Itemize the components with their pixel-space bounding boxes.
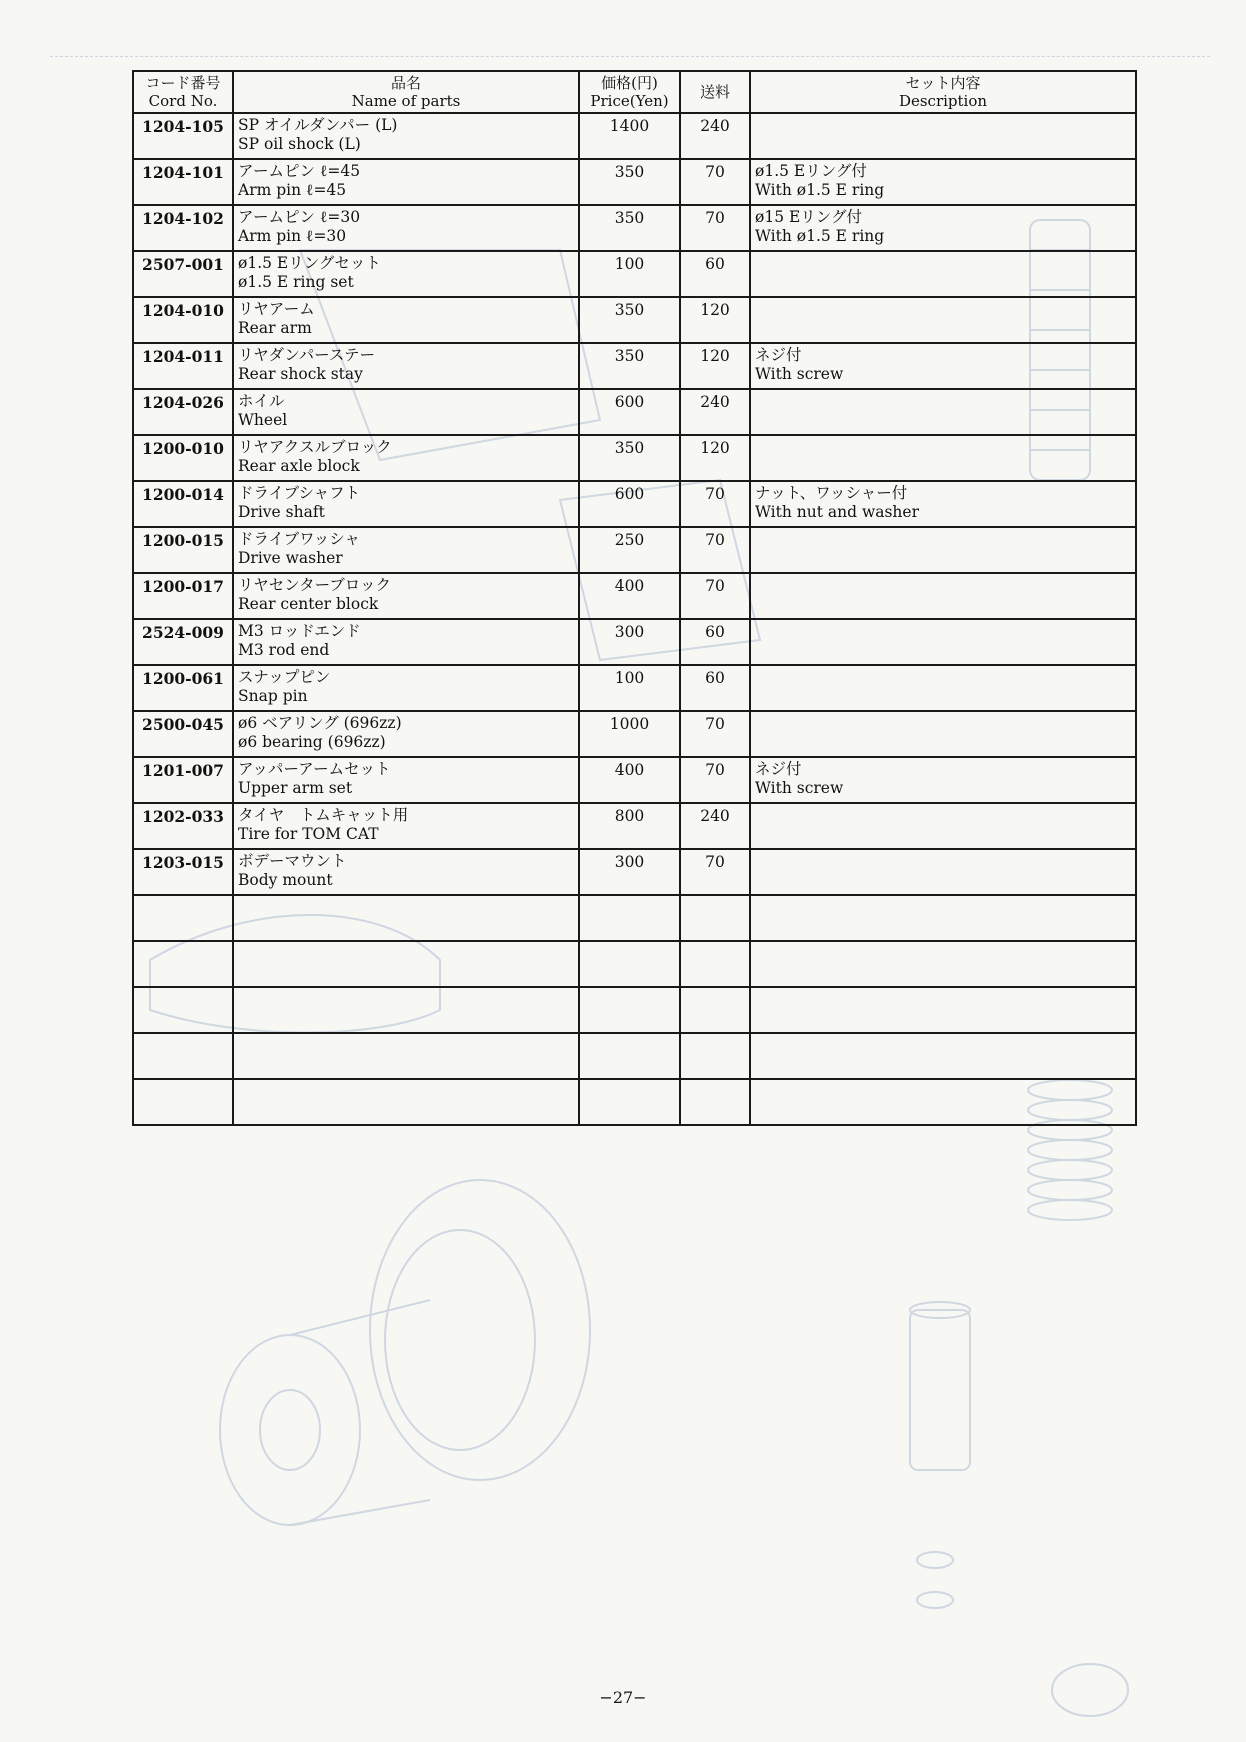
part-shipping: 240 <box>700 393 730 411</box>
part-price: 400 <box>614 761 645 779</box>
part-desc-ja: ネジ付 <box>755 346 802 364</box>
part-price: 400 <box>614 577 645 595</box>
part-code: 1204-102 <box>142 209 224 228</box>
cell-description <box>750 435 1136 481</box>
part-price: 350 <box>614 301 645 319</box>
cell-price <box>579 849 680 895</box>
part-desc-ja: ø15 Eリング付 <box>755 208 862 226</box>
part-code: 1200-015 <box>142 531 224 550</box>
cell-price <box>579 573 680 619</box>
cell-shipping <box>680 113 750 159</box>
cell-shipping <box>680 849 750 895</box>
table-row <box>133 573 1136 619</box>
part-desc-en: With ø1.5 E ring <box>755 181 885 199</box>
table-row <box>133 895 1136 941</box>
cell-name <box>233 527 579 573</box>
cell-shipping <box>680 343 750 389</box>
part-price: 100 <box>614 255 645 273</box>
cell-shipping <box>680 573 750 619</box>
part-code: 1202-033 <box>142 807 224 826</box>
cell-price <box>579 205 680 251</box>
part-code: 1204-010 <box>142 301 224 320</box>
part-price: 800 <box>614 807 645 825</box>
header-price <box>579 71 680 113</box>
table-row <box>133 1079 1136 1125</box>
part-name-en: Drive shaft <box>238 503 325 521</box>
header-description <box>750 71 1136 113</box>
cell-code <box>133 113 233 159</box>
part-price: 250 <box>614 531 645 549</box>
cell-code <box>133 297 233 343</box>
part-price: 300 <box>614 853 645 871</box>
part-price: 350 <box>614 347 645 365</box>
cell-price <box>579 527 680 573</box>
cell-price <box>579 1079 680 1125</box>
table-row <box>133 343 1136 389</box>
table-row <box>133 619 1136 665</box>
cell-shipping <box>680 1079 750 1125</box>
cell-shipping <box>680 619 750 665</box>
part-name-en: ø1.5 E ring set <box>238 273 354 291</box>
cell-description <box>750 849 1136 895</box>
cell-name <box>233 573 579 619</box>
table-row <box>133 251 1136 297</box>
part-price: 600 <box>614 485 645 503</box>
cell-code <box>133 941 233 987</box>
part-shipping: 60 <box>705 255 725 273</box>
cell-name <box>233 803 579 849</box>
part-name-en: Rear shock stay <box>238 365 363 383</box>
table-row <box>133 435 1136 481</box>
header-shipping-ja: 送料 <box>699 83 730 101</box>
table-row <box>133 803 1136 849</box>
part-name-en: SP oil shock (L) <box>238 135 361 153</box>
cell-shipping <box>680 159 750 205</box>
cell-code <box>133 619 233 665</box>
cell-code <box>133 205 233 251</box>
part-code: 1200-014 <box>142 485 224 504</box>
cell-description <box>750 389 1136 435</box>
cell-description <box>750 803 1136 849</box>
cell-name <box>233 251 579 297</box>
cell-name <box>233 435 579 481</box>
cell-price <box>579 389 680 435</box>
part-price: 300 <box>614 623 645 641</box>
cell-price <box>579 757 680 803</box>
part-shipping: 70 <box>705 715 725 733</box>
part-price: 1000 <box>609 715 650 733</box>
part-shipping: 70 <box>705 761 725 779</box>
header-shipping <box>680 71 750 113</box>
part-price: 100 <box>614 669 645 687</box>
part-name-ja: リヤセンターブロック <box>238 576 391 594</box>
part-code: 2507-001 <box>142 255 224 274</box>
part-code: 2500-045 <box>142 715 224 734</box>
cell-price <box>579 987 680 1033</box>
cell-price <box>579 159 680 205</box>
part-name-en: Body mount <box>238 871 333 889</box>
cell-name <box>233 1079 579 1125</box>
cell-code <box>133 435 233 481</box>
header-code-ja: コード番号 <box>145 74 221 92</box>
cell-code <box>133 527 233 573</box>
cell-code <box>133 481 233 527</box>
cell-description <box>750 297 1136 343</box>
cell-shipping <box>680 711 750 757</box>
cell-price <box>579 297 680 343</box>
header-desc-en: Description <box>898 92 988 110</box>
cell-price <box>579 941 680 987</box>
table-row <box>133 389 1136 435</box>
cell-shipping <box>680 481 750 527</box>
cell-description <box>750 757 1136 803</box>
part-shipping: 70 <box>705 577 725 595</box>
cell-code <box>133 849 233 895</box>
part-code: 1201-007 <box>142 761 224 780</box>
header-name-ja: 品名 <box>390 74 421 92</box>
cell-name <box>233 895 579 941</box>
header-code-en: Cord No. <box>148 92 218 110</box>
header-price-en: Price(Yen) <box>590 92 669 110</box>
part-shipping: 70 <box>705 209 725 227</box>
cell-code <box>133 665 233 711</box>
cell-name <box>233 849 579 895</box>
cell-code <box>133 803 233 849</box>
part-name-ja: アームピン ℓ=45 <box>238 162 361 180</box>
part-name-en: Upper arm set <box>238 779 353 797</box>
cell-name <box>233 205 579 251</box>
part-code: 1204-105 <box>142 117 224 136</box>
part-name-ja: タイヤ トムキャット用 <box>238 806 409 824</box>
cell-name <box>233 1033 579 1079</box>
cell-name <box>233 481 579 527</box>
part-name-ja: リヤアーム <box>238 300 315 318</box>
part-name-en: M3 rod end <box>238 641 330 659</box>
part-code: 1200-010 <box>142 439 224 458</box>
cell-code <box>133 987 233 1033</box>
cell-name <box>233 343 579 389</box>
part-name-ja: ドライブシャフト <box>238 484 361 502</box>
header-desc-ja: セット内容 <box>905 74 981 92</box>
cell-description <box>750 481 1136 527</box>
part-name-ja: ドライブワッシャ <box>238 530 360 548</box>
cell-description <box>750 619 1136 665</box>
table-row <box>133 159 1136 205</box>
table-row <box>133 113 1136 159</box>
part-name-ja: アームピン ℓ=30 <box>238 208 361 226</box>
part-price: 1400 <box>609 117 650 135</box>
wheel-drawing <box>220 1300 430 1525</box>
table-row <box>133 941 1136 987</box>
table-row <box>133 1033 1136 1079</box>
table-row <box>133 481 1136 527</box>
part-code: 1204-011 <box>142 347 224 366</box>
cell-shipping <box>680 895 750 941</box>
cell-name <box>233 941 579 987</box>
part-name-en: Drive washer <box>238 549 343 567</box>
cell-shipping <box>680 757 750 803</box>
part-shipping: 120 <box>700 301 730 319</box>
cell-description <box>750 941 1136 987</box>
cell-code <box>133 1033 233 1079</box>
part-shipping: 70 <box>705 485 725 503</box>
table-row <box>133 711 1136 757</box>
cell-name <box>233 619 579 665</box>
cell-code <box>133 895 233 941</box>
table-body <box>133 113 1136 1125</box>
cell-shipping <box>680 297 750 343</box>
part-name-en: Arm pin ℓ=45 <box>238 181 347 199</box>
part-name-ja: リヤアクスルブロック <box>238 438 392 456</box>
part-desc-ja: ø1.5 Eリング付 <box>755 162 867 180</box>
part-name-en: Tire for TOM CAT <box>238 825 379 843</box>
cell-shipping <box>680 665 750 711</box>
part-desc-en: With ø1.5 E ring <box>755 227 885 245</box>
cell-shipping <box>680 205 750 251</box>
cell-price <box>579 481 680 527</box>
cell-description <box>750 895 1136 941</box>
cell-shipping <box>680 987 750 1033</box>
cell-price <box>579 1033 680 1079</box>
cell-name <box>233 389 579 435</box>
cell-code <box>133 343 233 389</box>
cell-shipping <box>680 941 750 987</box>
cell-price <box>579 895 680 941</box>
cell-description <box>750 573 1136 619</box>
part-code: 1203-015 <box>142 853 224 872</box>
table-row <box>133 987 1136 1033</box>
part-name-en: Arm pin ℓ=30 <box>238 227 347 245</box>
part-shipping: 70 <box>705 853 725 871</box>
part-shipping: 70 <box>705 531 725 549</box>
cell-description <box>750 527 1136 573</box>
part-code: 2524-009 <box>142 623 224 642</box>
part-shipping: 70 <box>705 163 725 181</box>
part-name-ja: アッパーアームセット <box>238 760 391 778</box>
part-desc-en: With screw <box>755 779 844 797</box>
cell-price <box>579 803 680 849</box>
cell-price <box>579 665 680 711</box>
cell-description <box>750 159 1136 205</box>
tire-drawing <box>370 1180 590 1480</box>
part-code: 1204-026 <box>142 393 224 412</box>
cell-shipping <box>680 435 750 481</box>
part-price: 600 <box>614 393 645 411</box>
part-name-ja: ø1.5 Eリングセット <box>238 254 381 272</box>
cell-description <box>750 113 1136 159</box>
part-name-ja: ボデーマウント <box>238 852 347 870</box>
part-desc-ja: ナット、ワッシャー付 <box>755 484 908 502</box>
table-row <box>133 527 1136 573</box>
part-name-en: Rear arm <box>238 319 312 337</box>
part-shipping: 60 <box>705 623 725 641</box>
cell-price <box>579 711 680 757</box>
cell-name <box>233 711 579 757</box>
cell-code <box>133 1079 233 1125</box>
table-header <box>133 71 1136 113</box>
part-shipping: 120 <box>700 439 730 457</box>
part-name-en: Snap pin <box>238 687 308 705</box>
part-shipping: 240 <box>700 117 730 135</box>
header-name-en: Name of parts <box>351 92 461 110</box>
part-name-ja: スナップピン <box>238 668 331 686</box>
cell-name <box>233 159 579 205</box>
part-code: 1204-101 <box>142 163 224 182</box>
cell-name <box>233 113 579 159</box>
cell-price <box>579 435 680 481</box>
cell-name <box>233 987 579 1033</box>
part-desc-ja: ネジ付 <box>755 760 802 778</box>
shock-body-drawing <box>910 1302 1128 1716</box>
header-code <box>133 71 233 113</box>
cell-shipping <box>680 527 750 573</box>
cell-description <box>750 665 1136 711</box>
table-row <box>133 849 1136 895</box>
page-number: −27− <box>599 1688 647 1707</box>
cell-description <box>750 343 1136 389</box>
cell-description <box>750 251 1136 297</box>
part-name-ja: ø6 ベアリング (696zz) <box>238 714 402 732</box>
part-shipping: 240 <box>700 807 730 825</box>
parts-price-table <box>132 70 1137 1126</box>
header-price-ja: 価格(円) <box>601 74 658 92</box>
cell-shipping <box>680 803 750 849</box>
cell-shipping <box>680 1033 750 1079</box>
cell-code <box>133 251 233 297</box>
cell-name <box>233 297 579 343</box>
cell-description <box>750 987 1136 1033</box>
header-name <box>233 71 579 113</box>
part-name-ja: SP オイルダンパー (L) <box>238 116 398 134</box>
cell-price <box>579 113 680 159</box>
part-name-ja: リヤダンパーステー <box>238 346 376 364</box>
part-name-ja: ホイル <box>238 392 285 410</box>
cell-description <box>750 711 1136 757</box>
part-desc-en: With nut and washer <box>755 503 919 521</box>
part-name-en: ø6 bearing (696zz) <box>238 733 386 751</box>
table-row <box>133 665 1136 711</box>
part-name-en: Wheel <box>238 411 288 429</box>
part-price: 350 <box>614 439 645 457</box>
part-price: 350 <box>614 163 645 181</box>
cell-description <box>750 1033 1136 1079</box>
cell-price <box>579 251 680 297</box>
part-shipping: 120 <box>700 347 730 365</box>
part-price: 350 <box>614 209 645 227</box>
cell-price <box>579 343 680 389</box>
cell-shipping <box>680 251 750 297</box>
cell-code <box>133 573 233 619</box>
cell-shipping <box>680 389 750 435</box>
part-desc-en: With screw <box>755 365 844 383</box>
cell-code <box>133 159 233 205</box>
part-shipping: 60 <box>705 669 725 687</box>
table-row <box>133 757 1136 803</box>
cell-description <box>750 1079 1136 1125</box>
cell-price <box>579 619 680 665</box>
cell-code <box>133 757 233 803</box>
table-row <box>133 205 1136 251</box>
cell-name <box>233 665 579 711</box>
part-name-en: Rear center block <box>238 595 379 613</box>
table-row <box>133 297 1136 343</box>
cell-code <box>133 389 233 435</box>
cell-code <box>133 711 233 757</box>
part-code: 1200-017 <box>142 577 224 596</box>
part-name-ja: M3 ロッドエンド <box>238 622 361 640</box>
cell-name <box>233 757 579 803</box>
part-code: 1200-061 <box>142 669 224 688</box>
part-name-en: Rear axle block <box>238 457 360 475</box>
cell-description <box>750 205 1136 251</box>
